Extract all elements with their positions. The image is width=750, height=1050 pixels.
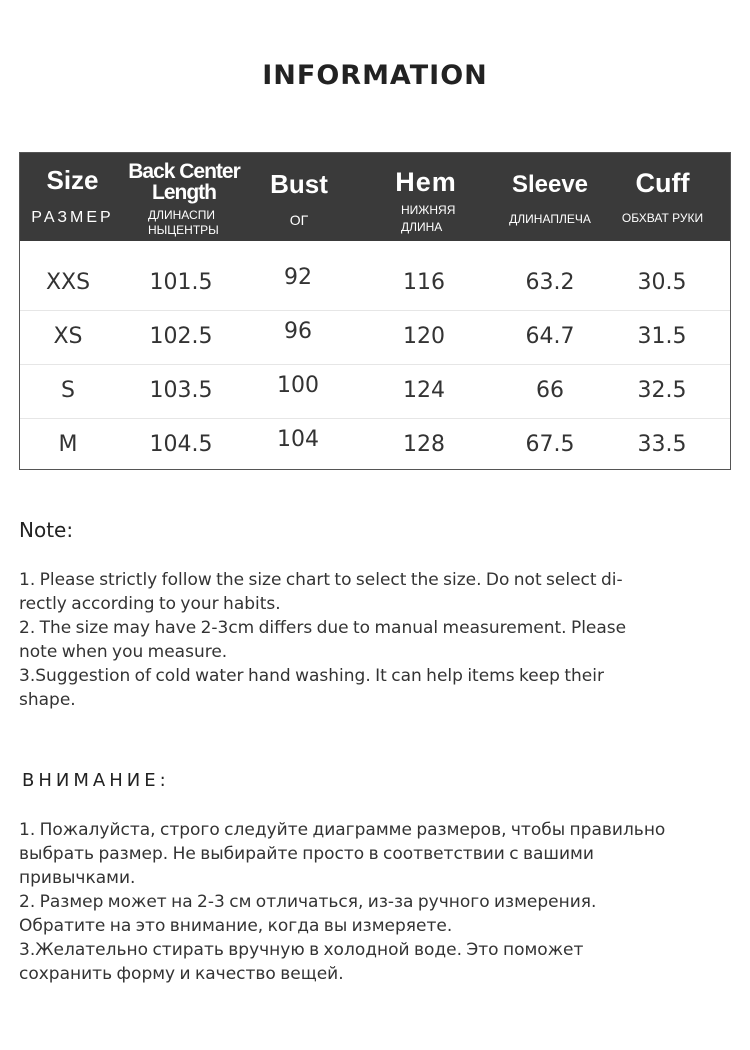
note-text — [19, 568, 719, 712]
note-title: Note: — [19, 518, 74, 542]
note-line: 1. Please strictly follow the size chart to select the size. Do not select di- — [19, 570, 623, 590]
table-row-m — [20, 418, 730, 472]
size-cell: XXS — [45, 270, 91, 295]
hem-cell: 124 — [403, 378, 445, 403]
size-cell: XS — [53, 324, 83, 349]
back-center-cell: 101.5 — [149, 270, 213, 295]
header-hem-label: Hem — [395, 167, 457, 197]
cuff-cell: 31.5 — [637, 324, 687, 349]
table-row-s — [20, 364, 730, 419]
bust-cell: 100 — [277, 373, 319, 398]
table-header — [20, 153, 730, 241]
cuff-cell: 30.5 — [637, 270, 687, 295]
page-title: INFORMATION — [262, 60, 488, 91]
ru-note-line: привычками. — [19, 868, 136, 888]
header-bust-sub: ОГ — [289, 212, 309, 228]
ru-note-line: Обратите на это внимание, когда вы измеряете. — [19, 916, 453, 936]
header-sleeve-label: Sleeve — [511, 171, 589, 198]
ru-note-line: выбрать размер. Не выбирайте просто в соответствии с вашими — [19, 844, 594, 864]
size-chart-table — [19, 152, 731, 470]
table-row-xs — [20, 310, 730, 365]
header-cuff-sub: ОБХВАТ РУКИ — [621, 211, 704, 225]
cuff-cell: 32.5 — [637, 378, 687, 403]
header-back-center-sub-2: НЫЦЕНТРЫ — [148, 223, 219, 237]
header-back-center-sub-1: ДЛИНАСПИ — [148, 208, 215, 222]
header-size-sub: РАЗМЕР — [31, 209, 114, 226]
ru-note-line: сохранить форму и качество вещей. — [19, 964, 344, 984]
note-line: shape. — [19, 690, 76, 710]
note-line: 3.Suggestion of cold water hand washing. It can help items keep their — [19, 666, 604, 686]
header-cuff-label: Cuff — [635, 168, 690, 198]
header-hem — [368, 153, 484, 241]
note-line: 2. The size may have 2-3cm differs due to manual measurement. Please — [19, 618, 627, 638]
header-hem-sub-1: НИЖНЯЯ — [401, 203, 456, 217]
size-cell: M — [58, 432, 78, 457]
header-back-center-length — [122, 153, 246, 241]
header-sleeve-sub: ДЛИНАПЛЕЧА — [509, 212, 591, 226]
ru-note-line: 1. Пожалуйста, строго следуйте диаграмме размеров, чтобы правильно — [19, 820, 666, 840]
sleeve-cell: 67.5 — [525, 432, 575, 457]
header-size — [20, 153, 125, 241]
ru-note-line: 3.Желательно стирать вручную в холодной воде. Это поможет — [19, 940, 584, 960]
bust-cell: 92 — [284, 265, 312, 290]
note-line: rectly according to your habits. — [19, 594, 281, 614]
hem-cell: 128 — [403, 432, 445, 457]
header-cuff — [610, 153, 715, 241]
header-hem-sub-2: ДЛИНА — [401, 220, 443, 234]
sleeve-cell: 63.2 — [525, 270, 575, 295]
header-back-center-label-1: Back Center — [128, 160, 240, 183]
header-size-label: Size — [46, 165, 99, 195]
bust-cell: 104 — [277, 427, 319, 452]
table-row-xxs — [20, 256, 730, 311]
hem-cell: 120 — [403, 324, 445, 349]
note-line: note when you measure. — [19, 642, 228, 662]
sleeve-cell: 66 — [536, 378, 564, 403]
back-center-cell: 103.5 — [149, 378, 213, 403]
header-bust — [246, 153, 352, 241]
back-center-cell: 102.5 — [149, 324, 213, 349]
ru-note-line: 2. Размер может на 2-3 см отличаться, из-за ручного измерения. — [19, 892, 597, 912]
back-center-cell: 104.5 — [149, 432, 213, 457]
ru-note-title: ВНИМАНИЕ: — [22, 770, 170, 791]
header-bust-label: Bust — [270, 169, 328, 199]
sleeve-cell: 64.7 — [525, 324, 575, 349]
hem-cell: 116 — [403, 270, 445, 295]
cuff-cell: 33.5 — [637, 432, 687, 457]
ru-note-text — [19, 818, 719, 986]
header-sleeve — [490, 153, 610, 241]
header-back-center-label-2: Length — [152, 181, 216, 204]
bust-cell: 96 — [284, 319, 312, 344]
size-cell: S — [61, 378, 75, 403]
